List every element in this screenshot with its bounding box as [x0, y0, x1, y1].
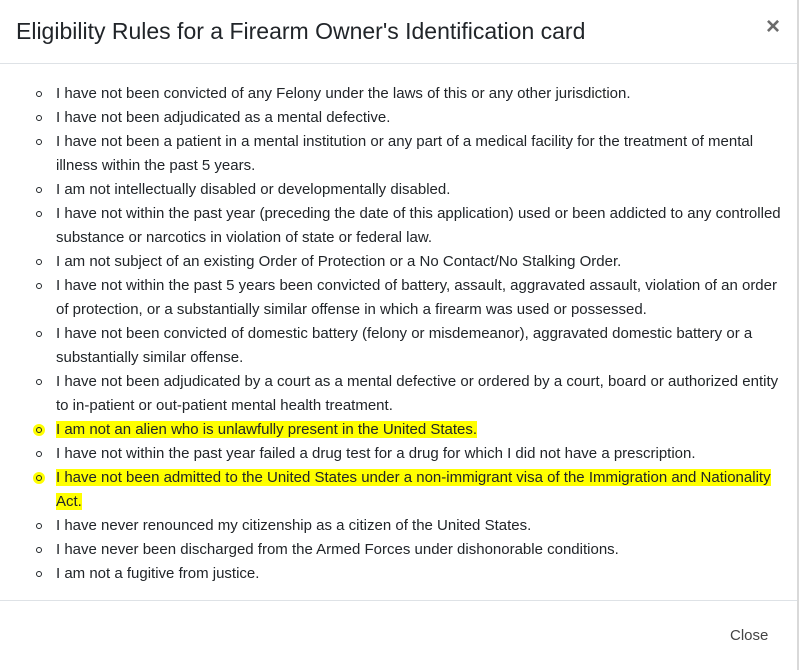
modal-header: [0, 0, 797, 64]
circle-bullet-icon: [36, 331, 42, 337]
rule-text: I have not been admitted to the United States under a non-immigrant visa of the Immigration and Nationality Act.: [56, 469, 771, 510]
close-icon[interactable]: ×: [765, 13, 780, 40]
rule-text: I am not intellectually disabled or developmentally disabled.: [56, 181, 451, 198]
rule-text: I have not been convicted of any Felony under the laws of this or any other jurisdiction.: [56, 85, 631, 102]
rule-item: [0, 322, 797, 370]
circle-bullet-icon: [36, 475, 42, 481]
modal-footer: [0, 600, 797, 670]
rule-item: [0, 418, 797, 442]
rule-text: I have not been adjudicated as a mental defective.: [56, 109, 391, 126]
rule-item: [0, 538, 797, 562]
rule-text: I have never renounced my citizenship as a citizen of the United States.: [56, 517, 532, 534]
rule-item: [0, 442, 797, 466]
rule-text: I am not subject of an existing Order of Protection or a No Contact/No Stalking Order.: [56, 253, 622, 270]
rule-text: I have not within the past 5 years been convicted of battery, assault, aggravated assault, violation of an order of protection, or a substantially similar offense in which a firearm was used or possessed.: [56, 277, 777, 318]
rule-text: I have not been adjudicated by a court as a mental defective or ordered by a court, board or authorized entity to in-patient or out-patient mental health treatment.: [56, 373, 779, 414]
circle-bullet-icon: [36, 115, 42, 121]
circle-bullet-icon: [36, 283, 42, 289]
circle-bullet-icon: [36, 571, 42, 577]
rule-item: [0, 514, 797, 538]
circle-bullet-icon: [36, 211, 42, 217]
rule-item: [0, 178, 797, 202]
circle-bullet-icon: [36, 427, 42, 433]
rule-item: [0, 82, 797, 106]
close-button[interactable]: Close: [722, 623, 776, 649]
rule-item: [0, 202, 797, 250]
rule-item: [0, 562, 797, 586]
rule-text: I have not within the past year failed a drug test for a drug for which I did not have a prescription.: [56, 445, 696, 462]
circle-bullet-icon: [36, 91, 42, 97]
rule-text: I have not been convicted of domestic battery (felony or misdemeanor), aggravated domestic battery or a substantially similar offense.: [56, 325, 753, 366]
rule-text: I am not a fugitive from justice.: [56, 565, 260, 582]
rule-item: [0, 466, 797, 514]
rule-item: [0, 370, 797, 418]
rule-item: [0, 274, 797, 322]
circle-bullet-icon: [36, 139, 42, 145]
circle-bullet-icon: [36, 259, 42, 265]
circle-bullet-icon: [36, 547, 42, 553]
rule-text: I have never been discharged from the Armed Forces under dishonorable conditions.: [56, 541, 619, 558]
eligibility-rules-list: [0, 82, 797, 586]
rule-text: I have not been a patient in a mental institution or any part of a medical facility for the treatment of mental illness within the past 5 years.: [56, 133, 754, 174]
modal-body: [0, 64, 797, 600]
circle-bullet-icon: [36, 451, 42, 457]
rule-text: I am not an alien who is unlawfully present in the United States.: [56, 421, 478, 438]
circle-bullet-icon: [36, 187, 42, 193]
modal-title: Eligibility Rules for a Firearm Owner's Identification card: [16, 18, 586, 44]
circle-bullet-icon: [36, 523, 42, 529]
circle-bullet-icon: [36, 379, 42, 385]
rule-item: [0, 130, 797, 178]
rule-item: [0, 106, 797, 130]
rule-item: [0, 250, 797, 274]
rule-text: I have not within the past year (preceding the date of this application) used or been addicted to any controlled substance or narcotics in violation of state or federal law.: [56, 205, 781, 246]
